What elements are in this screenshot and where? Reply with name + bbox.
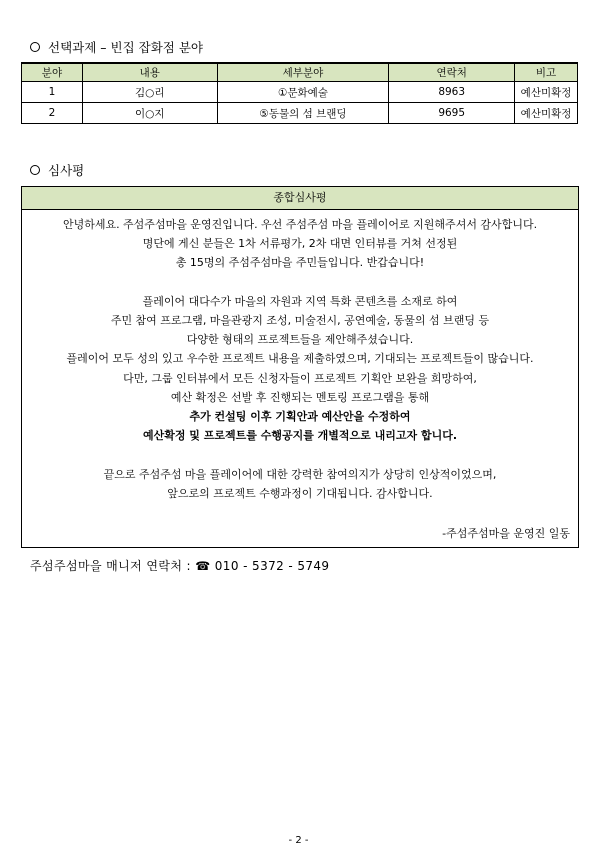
review-line: 다만, 그룹 인터뷰에서 모든 신청자들이 프로젝트 기획안 보완을 희망하여, xyxy=(123,371,477,385)
circle-bullet-icon xyxy=(30,165,40,175)
paragraph-gap xyxy=(22,273,578,292)
section-heading-review xyxy=(30,161,84,179)
review-line: 안녕하세요. 주섬주섬마을 운영진입니다. 우선 주섬주섬 마을 플레이어로 지원해주셔서 감사합니다. xyxy=(62,218,538,231)
table-cell: 2 xyxy=(22,103,83,124)
column-header: 비고 xyxy=(515,63,578,82)
review-line: 앞으로의 프로젝트 수행과정이 기대됩니다. 감사합니다. xyxy=(167,486,433,500)
review-line: 총 15명의 주섬주섬마을 주민들입니다. 반갑습니다! xyxy=(175,256,425,270)
review-header: 종합심사평 xyxy=(22,187,578,210)
review-line: 다양한 형태의 프로젝트들을 제안해주셨습니다. xyxy=(186,333,414,347)
table-cell: 예산미확정 xyxy=(515,103,578,124)
page-number: - 2 - xyxy=(288,835,309,846)
review-box xyxy=(21,186,579,548)
review-line: 예산 확정은 선발 후 진행되는 멘토링 프로그램을 통해 xyxy=(170,390,430,404)
manager-contact: 주섬주섬마을 매니저 연락처 : ☎ 010 - 5372 - 5749 xyxy=(30,559,330,573)
table-cell: 이○지 xyxy=(82,103,217,124)
paragraph-gap xyxy=(22,445,578,464)
table-cell: 9695 xyxy=(389,103,515,124)
section-heading-selection xyxy=(30,38,203,56)
table-row xyxy=(22,82,578,103)
table-cell: 김○리 xyxy=(82,82,217,103)
review-signoff: -주섬주섬마을 운영진 일동 xyxy=(442,527,570,540)
column-header: 분야 xyxy=(22,63,83,82)
section-title: 선택과제 – 빈집 잡화점 분야 xyxy=(48,40,203,55)
review-line: 주민 참여 프로그램, 마을관광지 조성, 미술전시, 공연예술, 동물의 섬 브랜딩 등 xyxy=(110,314,490,327)
review-line-bold: 추가 컨설팅 이후 기획안과 예산안을 수정하여 xyxy=(189,410,411,424)
selection-table xyxy=(21,62,578,124)
review-line-bold: 예산확정 및 프로젝트를 수행공지를 개별적으로 내리고자 합니다. xyxy=(142,429,458,443)
column-header: 내용 xyxy=(82,63,217,82)
review-line: 플레이어 대다수가 마을의 자원과 지역 특화 콘텐츠를 소재로 하여 xyxy=(142,294,458,308)
table-cell: ⑤동물의 섬 브랜딩 xyxy=(217,103,389,124)
circle-bullet-icon xyxy=(30,42,40,52)
section-title: 심사평 xyxy=(48,163,85,178)
review-line: 플레이어 모두 성의 있고 우수한 프로젝트 내용을 제출하였으며, 기대되는 프로젝트들이 많습니다. xyxy=(66,352,534,366)
review-line: 명단에 게신 분들은 1차 서류평가, 2차 대면 인터뷰를 거쳐 선정된 xyxy=(142,237,458,251)
table-row xyxy=(22,103,578,124)
table-header-row xyxy=(22,63,578,82)
table-cell: 8963 xyxy=(389,82,515,103)
review-body xyxy=(22,210,578,503)
column-header: 세부분야 xyxy=(217,63,389,82)
table-cell: ①문화예술 xyxy=(217,82,389,103)
column-header: 연락처 xyxy=(389,63,515,82)
table-cell: 1 xyxy=(22,82,83,103)
table-cell: 예산미확정 xyxy=(515,82,578,103)
review-line: 끝으로 주섬주섬 마을 플레이어에 대한 강력한 참여의지가 상당히 인상적이었으며, xyxy=(103,467,497,481)
